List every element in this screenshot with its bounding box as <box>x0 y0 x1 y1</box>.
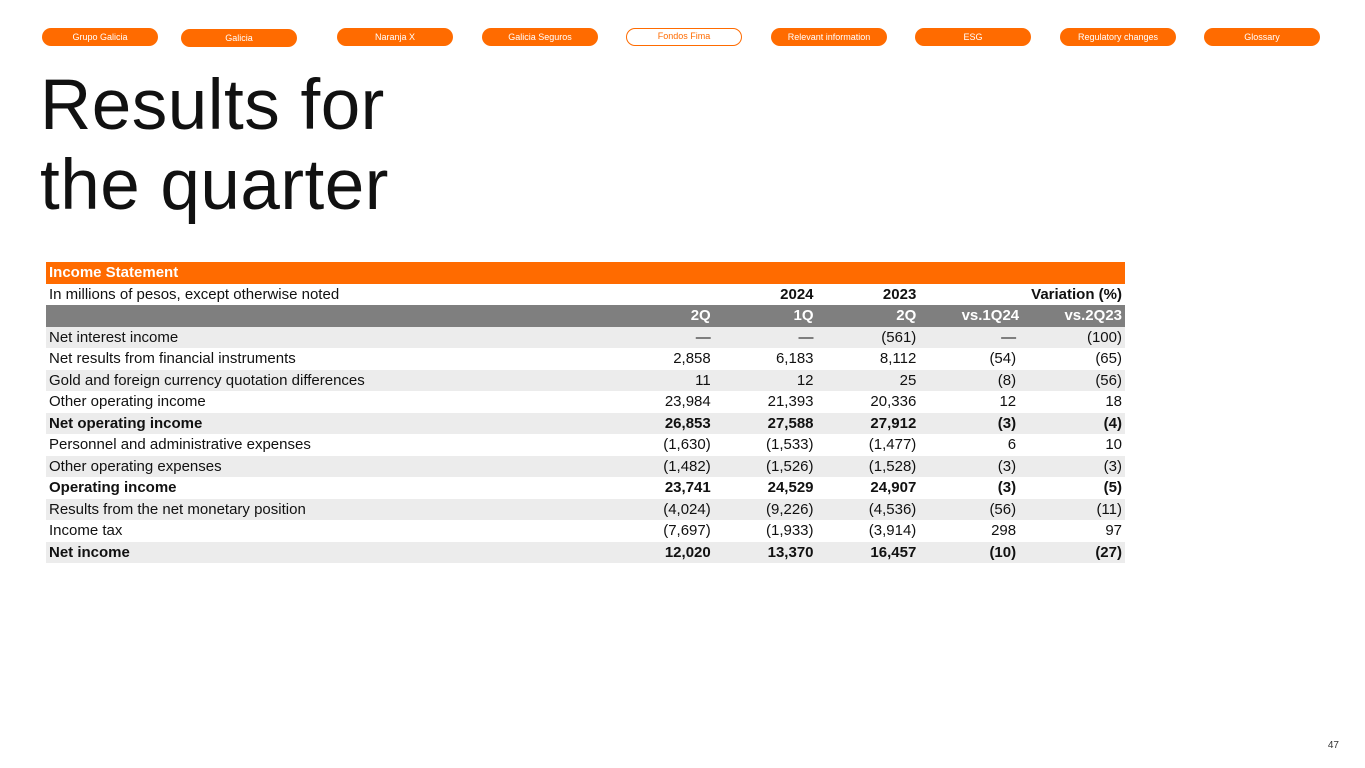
cell-1q24: 13,370 <box>714 542 817 564</box>
year-2023-header: 2023 <box>817 284 920 306</box>
nav-fondos-fima[interactable]: Fondos Fima <box>626 28 742 46</box>
cell-1q24: 6,183 <box>714 348 817 370</box>
cell-2q24: 26,853 <box>611 413 714 435</box>
column-header: 2Q <box>611 305 714 327</box>
cell-vs-1q24: (8) <box>919 370 1022 392</box>
page-title-line-2: the quarter <box>40 146 389 225</box>
nav-relevant-information[interactable]: Relevant information <box>771 28 887 46</box>
row-label: Net interest income <box>46 327 611 349</box>
table-row <box>46 327 1125 349</box>
column-header: 1Q <box>714 305 817 327</box>
cell-vs-1q24: — <box>919 327 1022 349</box>
table-row <box>46 391 1125 413</box>
cell-vs-1q24: (3) <box>919 413 1022 435</box>
cell-2q24: 23,741 <box>611 477 714 499</box>
cell-vs-2q23: (5) <box>1022 477 1125 499</box>
page-title <box>40 66 389 226</box>
cell-1q24: 21,393 <box>714 391 817 413</box>
cell-2q24: 12,020 <box>611 542 714 564</box>
top-navigation <box>0 28 1365 48</box>
cell-2q23: (1,477) <box>817 434 920 456</box>
nav-grupo-galicia[interactable]: Grupo Galicia <box>42 28 158 46</box>
nav-glossary[interactable]: Glossary <box>1204 28 1320 46</box>
cell-vs-2q23: (11) <box>1022 499 1125 521</box>
table-row <box>46 456 1125 478</box>
nav-galicia-seguros[interactable]: Galicia Seguros <box>482 28 598 46</box>
cell-vs-2q23: (56) <box>1022 370 1125 392</box>
column-header-row <box>46 305 1125 327</box>
cell-2q23: 25 <box>817 370 920 392</box>
cell-2q24: — <box>611 327 714 349</box>
cell-2q23: (3,914) <box>817 520 920 542</box>
units-note: In millions of pesos, except otherwise noted <box>46 284 611 306</box>
table-row-subtotal <box>46 477 1125 499</box>
cell-1q24: (1,533) <box>714 434 817 456</box>
cell-vs-1q24: (3) <box>919 477 1022 499</box>
cell-2q24: (7,697) <box>611 520 714 542</box>
cell-2q24: (1,482) <box>611 456 714 478</box>
table-row <box>46 348 1125 370</box>
nav-galicia[interactable]: Galicia <box>181 29 297 47</box>
nav-esg[interactable]: ESG <box>915 28 1031 46</box>
table-header-band <box>46 262 1125 284</box>
cell-vs-2q23: (3) <box>1022 456 1125 478</box>
row-label: Other operating expenses <box>46 456 611 478</box>
cell-2q24: (1,630) <box>611 434 714 456</box>
column-header: vs.1Q24 <box>919 305 1022 327</box>
cell-2q23: (1,528) <box>817 456 920 478</box>
cell-1q24: 24,529 <box>714 477 817 499</box>
table-row <box>46 434 1125 456</box>
table-row-subtotal <box>46 413 1125 435</box>
cell-1q24: 12 <box>714 370 817 392</box>
year-2024-header: 2024 <box>714 284 817 306</box>
cell-vs-2q23: 10 <box>1022 434 1125 456</box>
cell-2q23: (561) <box>817 327 920 349</box>
nav-regulatory-changes[interactable]: Regulatory changes <box>1060 28 1176 46</box>
table-header-title: Income Statement <box>46 262 1125 284</box>
variation-header: Variation (%) <box>919 284 1125 306</box>
cell-1q24: (1,526) <box>714 456 817 478</box>
cell-vs-1q24: (3) <box>919 456 1022 478</box>
cell-vs-2q23: (27) <box>1022 542 1125 564</box>
cell-2q23: 16,457 <box>817 542 920 564</box>
cell-2q24: 2,858 <box>611 348 714 370</box>
cell-vs-1q24: 12 <box>919 391 1022 413</box>
column-header: vs.2Q23 <box>1022 305 1125 327</box>
table-row <box>46 370 1125 392</box>
row-label: Operating income <box>46 477 611 499</box>
cell-2q24: (4,024) <box>611 499 714 521</box>
cell-2q23: (4,536) <box>817 499 920 521</box>
table-subheader-row <box>46 284 1125 306</box>
cell-vs-2q23: (100) <box>1022 327 1125 349</box>
cell-2q23: 8,112 <box>817 348 920 370</box>
row-label: Income tax <box>46 520 611 542</box>
nav-naranja-x[interactable]: Naranja X <box>337 28 453 46</box>
cell-2q24: 11 <box>611 370 714 392</box>
cell-vs-2q23: 97 <box>1022 520 1125 542</box>
cell-vs-1q24: (56) <box>919 499 1022 521</box>
cell-vs-2q23: 18 <box>1022 391 1125 413</box>
cell-2q23: 20,336 <box>817 391 920 413</box>
row-label: Gold and foreign currency quotation differences <box>46 370 611 392</box>
cell-vs-1q24: (10) <box>919 542 1022 564</box>
row-label: Results from the net monetary position <box>46 499 611 521</box>
table-row-total <box>46 542 1125 564</box>
row-label: Net operating income <box>46 413 611 435</box>
cell-vs-1q24: 298 <box>919 520 1022 542</box>
cell-vs-1q24: 6 <box>919 434 1022 456</box>
income-statement-table <box>46 262 1125 563</box>
cell-2q24: 23,984 <box>611 391 714 413</box>
row-label: Net results from financial instruments <box>46 348 611 370</box>
column-header: 2Q <box>817 305 920 327</box>
cell-1q24: — <box>714 327 817 349</box>
cell-1q24: (1,933) <box>714 520 817 542</box>
cell-vs-1q24: (54) <box>919 348 1022 370</box>
row-label: Other operating income <box>46 391 611 413</box>
cell-vs-2q23: (65) <box>1022 348 1125 370</box>
table-row <box>46 520 1125 542</box>
row-label: Net income <box>46 542 611 564</box>
page-title-line-1: Results for <box>40 66 385 145</box>
cell-vs-2q23: (4) <box>1022 413 1125 435</box>
table-row <box>46 499 1125 521</box>
row-label: Personnel and administrative expenses <box>46 434 611 456</box>
cell-2q23: 27,912 <box>817 413 920 435</box>
page-number: 47 <box>1327 740 1339 751</box>
cell-2q23: 24,907 <box>817 477 920 499</box>
cell-1q24: 27,588 <box>714 413 817 435</box>
cell-1q24: (9,226) <box>714 499 817 521</box>
